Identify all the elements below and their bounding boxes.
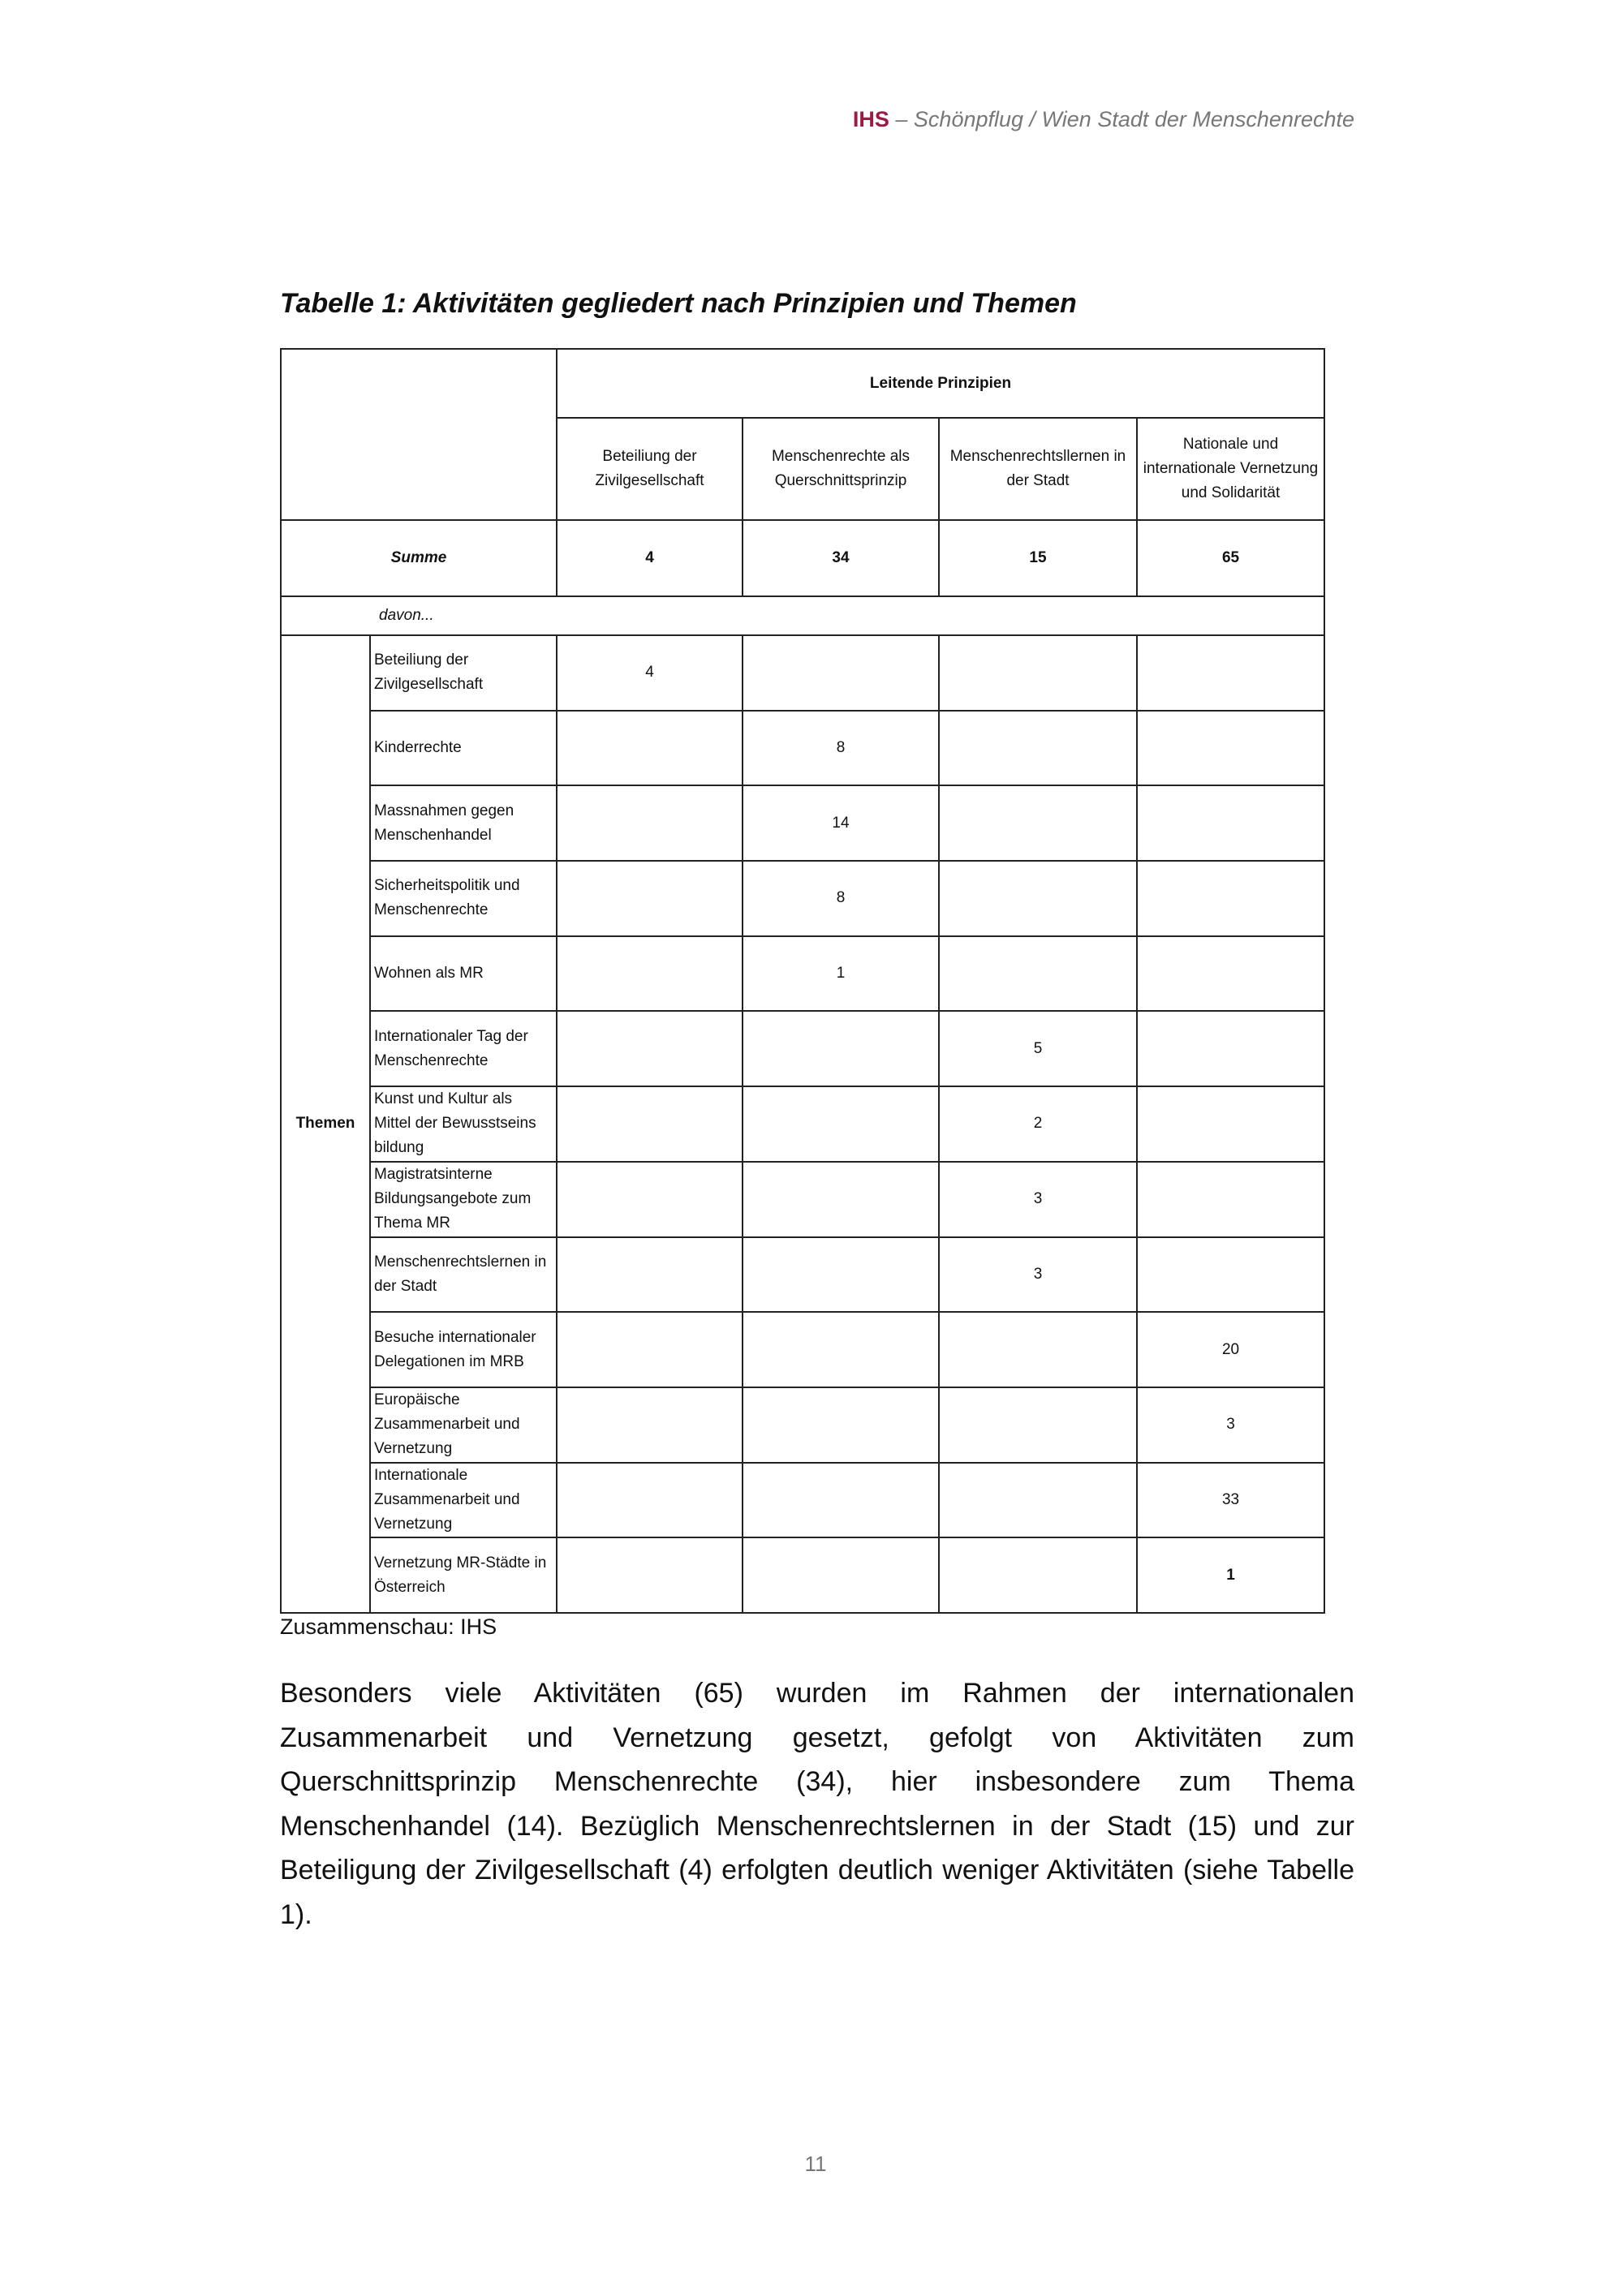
table-row [281,1237,1324,1313]
value-cell [939,1387,1137,1463]
activities-table [280,348,1325,1614]
sum-cell: 4 [557,520,743,596]
value-cell [939,635,1137,711]
theme-label: Kunst und Kultur als Mittel der Bewusstseins bildung [370,1086,557,1162]
table-row [281,1463,1324,1538]
davon-row: davon... [281,596,1324,635]
theme-label: Europäische Zusammenarbeit und Vernetzung [370,1387,557,1463]
theme-label: Sicherheitspolitik und Menschenrechte [370,861,557,936]
table-row [281,635,1324,711]
table-row [281,1011,1324,1086]
value-cell [743,1312,939,1387]
theme-label: Internationaler Tag der Menschenrechte [370,1011,557,1086]
value-cell [1137,785,1324,861]
value-cell [557,861,743,936]
table-source-caption: Zusammenschau: IHS [280,1615,497,1639]
value-cell [1137,861,1324,936]
column-header: Menschenrechte als Querschnittsprinzip [743,418,939,520]
value-cell [1137,1011,1324,1086]
theme-label: Internationale Zusammenarbeit und Vernetzung [370,1463,557,1538]
value-cell [1137,635,1324,711]
table-row [281,1162,1324,1237]
header-org: IHS [852,107,889,131]
theme-label: Menschenrechtslernen in der Stadt [370,1237,557,1313]
value-cell [939,1312,1137,1387]
group-header: Leitende Prinzipien [557,349,1324,418]
value-cell: 5 [939,1011,1137,1086]
value-cell [557,1537,743,1613]
value-cell [743,1086,939,1162]
value-cell [939,711,1137,786]
sum-label: Summe [281,520,557,596]
column-header: Nationale und internationale Vernetzung und Solidarität [1137,418,1324,520]
theme-label: Magistratsinterne Bildungsangebote zum Thema MR [370,1162,557,1237]
value-cell [557,1237,743,1313]
theme-label: Vernetzung MR-Städte in Österreich [370,1537,557,1613]
value-cell [1137,1086,1324,1162]
value-cell [743,1463,939,1538]
page-number: 11 [804,2152,827,2176]
value-cell [1137,936,1324,1012]
table-row [281,785,1324,861]
value-cell [557,785,743,861]
value-cell [743,1162,939,1237]
value-cell: 8 [743,711,939,786]
theme-label: Kinderrechte [370,711,557,786]
value-cell: 33 [1137,1463,1324,1538]
value-cell [743,1237,939,1313]
value-cell [743,1387,939,1463]
value-cell [1137,1237,1324,1313]
value-cell: 14 [743,785,939,861]
value-cell [557,1162,743,1237]
value-cell [939,861,1137,936]
value-cell: 2 [939,1086,1137,1162]
value-cell [939,785,1137,861]
value-cell [557,1086,743,1162]
value-cell [939,936,1137,1012]
value-cell: 3 [939,1237,1137,1313]
running-header [853,107,1354,132]
value-cell [557,936,743,1012]
value-cell [939,1463,1137,1538]
sum-cell: 15 [939,520,1137,596]
value-cell [557,1312,743,1387]
column-header: Beteiliung der Zivilgesellschaft [557,418,743,520]
value-cell [557,1011,743,1086]
value-cell: 3 [1137,1387,1324,1463]
value-cell [939,1537,1137,1613]
value-cell [743,1537,939,1613]
value-cell [557,711,743,786]
value-cell [557,1387,743,1463]
value-cell [743,1011,939,1086]
value-cell: 4 [557,635,743,711]
theme-label: Massnahmen gegen Menschenhandel [370,785,557,861]
column-header: Menschenrechtsllernen in der Stadt [939,418,1137,520]
table-row [281,1387,1324,1463]
value-cell [557,1463,743,1538]
theme-label: Wohnen als MR [370,936,557,1012]
value-cell: 1 [1137,1537,1324,1613]
value-cell [1137,1162,1324,1237]
table-row [281,1537,1324,1613]
value-cell: 1 [743,936,939,1012]
sum-cell: 34 [743,520,939,596]
themen-label: Themen [281,635,370,1613]
table-row [281,1312,1324,1387]
empty-corner-cell [281,349,557,520]
body-paragraph: Besonders viele Aktivitäten (65) wurden im Rahmen der internationalen Zusammenarbeit und Vernetzung gesetzt, gefolgt von Aktivitäten zum Querschnittsprinzip Menschenrechte (34), hier insbesondere zum Thema Menschenhandel (14). Bezüglich Menschenrechtslernen in der Stadt (15) und zur Beteiligung der Zivilgesellschaft (4) erfolgten deutlich weniger Aktivitäten (siehe Tabelle 1). [280,1678,1354,1930]
table-row [281,711,1324,786]
table-row [281,861,1324,936]
value-cell: 8 [743,861,939,936]
theme-label: Besuche internationaler Delegationen im MRB [370,1312,557,1387]
table-row [281,1086,1324,1162]
value-cell [1137,711,1324,786]
theme-label: Beteiliung der Zivilgesellschaft [370,635,557,711]
value-cell: 20 [1137,1312,1324,1387]
sum-cell: 65 [1137,520,1324,596]
value-cell: 3 [939,1162,1137,1237]
table-title: Tabelle 1: Aktivitäten gegliedert nach Prinzipien und Themen [280,288,1077,319]
value-cell [743,635,939,711]
table-row [281,936,1324,1012]
header-title: – Schönpflug / Wien Stadt der Menschenrechte [889,107,1354,131]
